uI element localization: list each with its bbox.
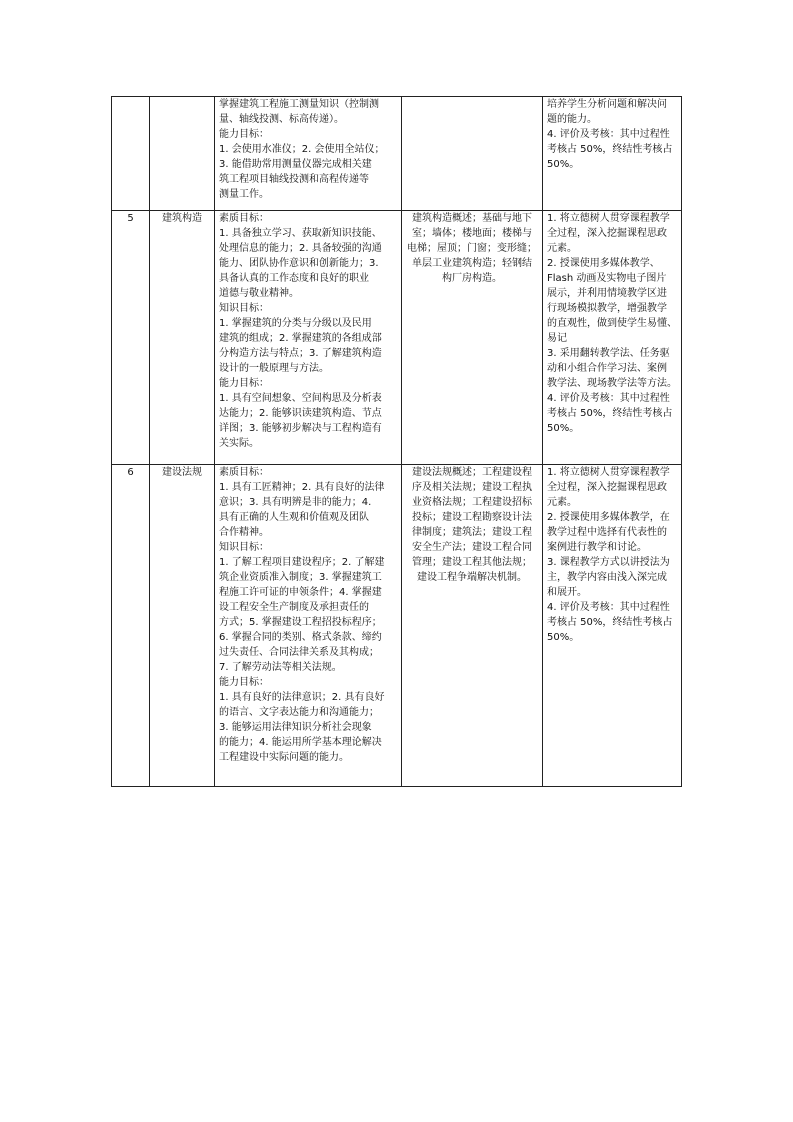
goals-line: 测量工作。 xyxy=(219,189,269,200)
goals-line: 1. 具有空间想象、空间构思及分析表 xyxy=(219,393,382,404)
method-line: 3. 采用翻转教学法、任务驱 xyxy=(547,348,670,359)
course-name: 建筑构造 xyxy=(162,213,202,224)
method-line: 全过程，深入挖掘课程思政 xyxy=(547,482,667,493)
method-line: 动和小组合作学习法、案例 xyxy=(547,363,667,374)
content-line: 建筑构造概述；基础与地下 xyxy=(412,213,532,224)
goals-line: 1. 掌握建筑的分类与分级以及民用 xyxy=(219,318,372,329)
method-line: 元素。 xyxy=(547,243,577,254)
goals-line: 筑工程项目轴线投测和高程传递等 xyxy=(219,174,369,185)
row-index: 6 xyxy=(127,467,134,478)
method-line: 考核占 50%，终结性考核占 xyxy=(547,617,673,628)
goals-cell xyxy=(215,211,402,465)
row-index: 5 xyxy=(127,213,134,224)
course-name: 建设法规 xyxy=(162,467,202,478)
method-line: 易记 xyxy=(547,333,567,344)
goals-cell xyxy=(215,97,402,211)
content-cell xyxy=(402,465,543,787)
goals-line: 的能力；4. 能运用所学基本理论解决 xyxy=(219,737,382,748)
course-table xyxy=(111,96,682,787)
course-name-cell xyxy=(150,211,215,465)
course-name-cell xyxy=(150,465,215,787)
method-line: 展示，并利用情境教学区进 xyxy=(547,288,667,299)
goals-line: 设工程安全生产制度及承担责任的 xyxy=(219,602,369,613)
goals-line: 道德与敬业精神。 xyxy=(219,288,299,299)
content-line: 业资格法规；工程建设招标 xyxy=(412,497,532,508)
goals-line: 分构造方法与特点；3. 了解建筑构造 xyxy=(219,348,382,359)
method-line: 行现场模拟教学，增强教学 xyxy=(547,303,667,314)
content-line: 管理；建设工程其他法规； xyxy=(412,557,532,568)
goals-line: 6. 掌握合同的类别、格式条款、缔约 xyxy=(219,632,382,643)
goals-line: 程施工许可证的申领条件；4. 掌握建 xyxy=(219,587,382,598)
goals-line: 3. 能够运用法律知识分析社会现象 xyxy=(219,722,372,733)
goals-line: 具有正确的人生观和价值观及团队 xyxy=(219,512,369,523)
method-line: 教学法、现场教学法等方法。 xyxy=(547,378,677,389)
method-line: 2. 授课使用多媒体教学，在 xyxy=(547,512,670,523)
goals-line: 过失责任、合同法律关系及其构成； xyxy=(219,647,379,658)
row-index-cell xyxy=(112,211,150,465)
goals-line: 设计的一般原理与方法。 xyxy=(219,363,329,374)
method-line: 题的能力。 xyxy=(547,114,597,125)
goals-line: 能力目标： xyxy=(219,378,269,389)
method-line: 4. 评价及考核：其中过程性 xyxy=(547,602,670,613)
goals-line: 素质目标： xyxy=(219,213,269,224)
goals-line: 建筑的组成；2. 掌握建筑的各组成部 xyxy=(219,333,382,344)
method-line: 2. 授课使用多媒体教学、 xyxy=(547,258,660,269)
goals-line: 素质目标： xyxy=(219,467,269,478)
method-line: 1. 将立德树人贯穿课程教学 xyxy=(547,213,670,224)
content-line: 建设工程争端解决机制。 xyxy=(417,572,527,583)
method-line: 主，教学内容由浅入深完成 xyxy=(547,572,667,583)
method-line: 3. 课程教学方式以讲授法为 xyxy=(547,557,670,568)
method-cell xyxy=(543,211,682,465)
goals-line: 意识；3. 具有明辨是非的能力；4. xyxy=(219,497,372,508)
table-row xyxy=(112,465,682,787)
method-line: 案例进行教学和讨论。 xyxy=(547,542,647,553)
method-line: 考核占 50%，终结性考核占 xyxy=(547,144,673,155)
goals-line: 知识目标： xyxy=(219,303,269,314)
goals-line: 达能力；2. 能够识读建筑构造、节点 xyxy=(219,408,382,419)
goals-line: 方式；5. 掌握建设工程招投标程序； xyxy=(219,617,382,628)
row-index-cell xyxy=(112,97,150,211)
method-line: 4. 评价及考核：其中过程性 xyxy=(547,393,670,404)
method-line: 元素。 xyxy=(547,497,577,508)
method-line: 50%。 xyxy=(547,159,580,170)
method-line: 的直观性，做到使学生易懂、 xyxy=(547,318,677,329)
method-line: 和展开。 xyxy=(547,587,587,598)
content-line: 建设法规概述；工程建设程 xyxy=(412,467,532,478)
method-line: 考核占 50%，终结性考核占 xyxy=(547,408,673,419)
content-line: 构厂房构造。 xyxy=(442,273,502,284)
course-name-cell xyxy=(150,97,215,211)
goals-line: 工程建设中实际问题的能力。 xyxy=(219,752,349,763)
method-line: 50%。 xyxy=(547,423,580,434)
content-line: 单层工业建筑构造；轻钢结 xyxy=(412,258,532,269)
goals-line: 具备认真的工作态度和良好的职业 xyxy=(219,273,369,284)
goals-line: 1. 了解工程项目建设程序；2. 了解建 xyxy=(219,557,385,568)
method-line: 1. 将立德树人贯穿课程教学 xyxy=(547,467,670,478)
method-line: 4. 评价及考核：其中过程性 xyxy=(547,129,670,140)
goals-line: 合作精神。 xyxy=(219,527,269,538)
content-line: 室；墙体；楼地面；楼梯与 xyxy=(412,228,532,239)
content-cell xyxy=(402,97,543,211)
content-cell xyxy=(402,211,543,465)
goals-line: 1. 具备独立学习、获取新知识技能、 xyxy=(219,228,382,239)
goals-line: 掌握建筑工程施工测量知识（控制测 xyxy=(219,99,379,110)
goals-line: 能力目标： xyxy=(219,677,269,688)
table-row xyxy=(112,97,682,211)
goals-line: 知识目标： xyxy=(219,542,269,553)
goals-line: 能力、团队协作意识和创新能力；3. xyxy=(219,258,379,269)
content-line: 律制度；建筑法；建设工程 xyxy=(412,527,532,538)
goals-line: 筑企业资质准入制度；3. 掌握建筑工 xyxy=(219,572,382,583)
content-line: 安全生产法；建设工程合同 xyxy=(412,542,532,553)
goals-line: 的语言、文字表达能力和沟通能力； xyxy=(219,707,379,718)
method-line: 50%。 xyxy=(547,632,580,643)
table-row xyxy=(112,211,682,465)
goals-line: 1. 具有良好的法律意识；2. 具有良好 xyxy=(219,692,385,703)
method-line: 培养学生分析问题和解决问 xyxy=(547,99,667,110)
goals-cell xyxy=(215,465,402,787)
content-line: 投标；建设工程勘察设计法 xyxy=(412,512,532,523)
content-line: 序及相关法规；建设工程执 xyxy=(412,482,532,493)
method-cell xyxy=(543,97,682,211)
goals-line: 关实际。 xyxy=(219,438,259,449)
goals-line: 能力目标： xyxy=(219,129,269,140)
method-cell xyxy=(543,465,682,787)
goals-line: 量、轴线投测、标高传递）。 xyxy=(219,114,344,125)
goals-line: 详图；3. 能够初步解决与工程构造有 xyxy=(219,423,382,434)
goals-line: 1. 会使用水准仪；2. 会使用全站仪； xyxy=(219,144,385,155)
content-line: 电梯；屋顶；门窗；变形缝； xyxy=(407,243,537,254)
row-index-cell xyxy=(112,465,150,787)
method-line: 教学过程中选择有代表性的 xyxy=(547,527,667,538)
goals-line: 3. 能借助常用测量仪器完成相关建 xyxy=(219,159,372,170)
method-line: 全过程，深入挖掘课程思政 xyxy=(547,228,667,239)
goals-line: 7. 了解劳动法等相关法规。 xyxy=(219,662,342,673)
goals-line: 1. 具有工匠精神；2. 具有良好的法律 xyxy=(219,482,385,493)
method-line: Flash 动画及实物电子图片 xyxy=(547,273,667,284)
goals-line: 处理信息的能力；2. 具备较强的沟通 xyxy=(219,243,382,254)
